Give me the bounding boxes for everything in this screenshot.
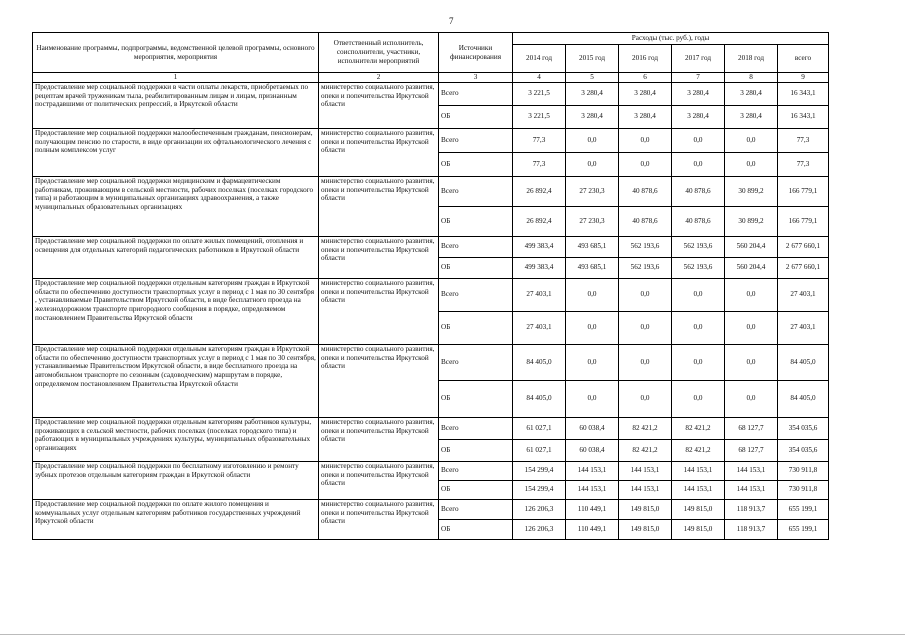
- value-cell: 118 913,7: [725, 499, 778, 519]
- value-total: 84 405,0: [778, 380, 829, 417]
- column-index: 1: [33, 73, 319, 83]
- value-total: 77,3: [778, 128, 829, 152]
- funding-source: ОБ: [439, 480, 513, 499]
- funding-source: Всего: [439, 236, 513, 257]
- value-cell: 0,0: [566, 152, 619, 176]
- funding-source: ОБ: [439, 206, 513, 236]
- executor: министерство социального развития, опеки и попечительства Иркутской области: [319, 236, 439, 278]
- executor: министерство социального развития, опеки и попечительства Иркутской области: [319, 461, 439, 499]
- executor: министерство социального развития, опеки и попечительства Иркутской области: [319, 344, 439, 417]
- funding-source: ОБ: [439, 380, 513, 417]
- value-cell: 3 280,4: [619, 82, 672, 105]
- value-cell: 0,0: [566, 278, 619, 311]
- funding-source: Всего: [439, 344, 513, 380]
- value-cell: 60 038,4: [566, 439, 619, 461]
- value-cell: 0,0: [672, 278, 725, 311]
- value-cell: 0,0: [566, 128, 619, 152]
- value-total: 730 911,8: [778, 480, 829, 499]
- value-total: 655 199,1: [778, 519, 829, 539]
- value-cell: 68 127,7: [725, 417, 778, 439]
- value-cell: 144 153,1: [566, 461, 619, 480]
- value-cell: 68 127,7: [725, 439, 778, 461]
- value-cell: 40 878,6: [619, 206, 672, 236]
- value-cell: 60 038,4: [566, 417, 619, 439]
- executor: министерство социального развития, опеки и попечительства Иркутской области: [319, 176, 439, 236]
- executor: министерство социального развития, опеки и попечительства Иркутской области: [319, 278, 439, 344]
- funding-source: ОБ: [439, 439, 513, 461]
- value-cell: 0,0: [619, 128, 672, 152]
- value-total: 354 035,6: [778, 417, 829, 439]
- value-cell: 3 280,4: [566, 82, 619, 105]
- value-cell: 0,0: [725, 278, 778, 311]
- value-cell: 3 280,4: [672, 105, 725, 128]
- funding-source: Всего: [439, 461, 513, 480]
- value-cell: 0,0: [725, 380, 778, 417]
- funding-source: Всего: [439, 176, 513, 206]
- value-cell: 0,0: [619, 380, 672, 417]
- header-source: Источники финансирования: [439, 33, 513, 73]
- column-index: 7: [672, 73, 725, 83]
- value-cell: 77,3: [513, 128, 566, 152]
- value-cell: 61 027,1: [513, 417, 566, 439]
- table-body: [33, 82, 829, 539]
- value-cell: 3 280,4: [725, 105, 778, 128]
- executor: министерство социального развития, опеки и попечительства Иркутской области: [319, 128, 439, 176]
- value-total: 354 035,6: [778, 439, 829, 461]
- value-cell: 3 280,4: [672, 82, 725, 105]
- value-cell: 30 899,2: [725, 176, 778, 206]
- header-year: 2018 год: [725, 45, 778, 73]
- executor: министерство социального развития, опеки и попечительства Иркутской области: [319, 82, 439, 128]
- value-cell: 0,0: [619, 152, 672, 176]
- value-cell: 493 685,1: [566, 257, 619, 278]
- value-total: 2 677 660,1: [778, 257, 829, 278]
- value-cell: 40 878,6: [672, 206, 725, 236]
- table-row: [33, 417, 829, 439]
- value-cell: 499 383,4: [513, 236, 566, 257]
- funding-source: ОБ: [439, 519, 513, 539]
- value-cell: 562 193,6: [672, 236, 725, 257]
- activity-name: Предоставление мер социальной поддержки отдельным категориям граждан в Иркутской области по обеспечению доступности транспортных услуг в период с 1 мая по 30 сентября, устанавливаемые Правительством Иркутской области, в виде бесплатного проезда на автомобильном транспорте по сезонным (садоводческим) маршрутам в порядке, определяемом постановлением Правительства Иркутской области: [33, 344, 319, 417]
- value-cell: 27 230,3: [566, 176, 619, 206]
- column-index: 6: [619, 73, 672, 83]
- value-cell: 144 153,1: [672, 461, 725, 480]
- value-cell: 3 221,5: [513, 82, 566, 105]
- scan-edge-line: [0, 634, 905, 635]
- value-cell: 82 421,2: [619, 417, 672, 439]
- expenses-table: [32, 32, 829, 540]
- funding-source: Всего: [439, 128, 513, 152]
- column-index: 3: [439, 73, 513, 83]
- value-cell: 110 449,1: [566, 499, 619, 519]
- funding-source: ОБ: [439, 105, 513, 128]
- value-cell: 3 280,4: [725, 82, 778, 105]
- page-number: 7: [449, 16, 454, 26]
- value-total: 27 403,1: [778, 311, 829, 344]
- value-total: 27 403,1: [778, 278, 829, 311]
- value-cell: 126 206,3: [513, 499, 566, 519]
- value-total: 16 343,1: [778, 105, 829, 128]
- value-cell: 154 299,4: [513, 480, 566, 499]
- funding-source: ОБ: [439, 257, 513, 278]
- table-row: [33, 278, 829, 311]
- value-cell: 0,0: [672, 344, 725, 380]
- value-cell: 26 892,4: [513, 176, 566, 206]
- value-cell: 562 193,6: [619, 257, 672, 278]
- value-cell: 562 193,6: [619, 236, 672, 257]
- value-total: 84 405,0: [778, 344, 829, 380]
- activity-name: Предоставление мер социальной поддержки отдельным категориям граждан в Иркутской области по обеспечению доступности транспортных услуг в период с 1 мая по 30 сентября , устанавливаемые Правительством Иркутской области, в виде бесплатного проезда на железнодорожном транспорте пригородного сообщения в порядке, определяемом постановлением Правительства Иркутской области: [33, 278, 319, 344]
- value-cell: 110 449,1: [566, 519, 619, 539]
- value-cell: 0,0: [672, 380, 725, 417]
- value-cell: 0,0: [566, 380, 619, 417]
- value-cell: 0,0: [672, 128, 725, 152]
- value-cell: 154 299,4: [513, 461, 566, 480]
- value-cell: 84 405,0: [513, 344, 566, 380]
- header-year: 2014 год: [513, 45, 566, 73]
- value-cell: 0,0: [566, 344, 619, 380]
- value-cell: 82 421,2: [619, 439, 672, 461]
- value-cell: 0,0: [566, 311, 619, 344]
- table-row: [33, 82, 829, 105]
- header-year: 2017 год: [672, 45, 725, 73]
- value-cell: 144 153,1: [725, 480, 778, 499]
- value-cell: 40 878,6: [619, 176, 672, 206]
- value-cell: 499 383,4: [513, 257, 566, 278]
- activity-name: Предоставление мер социальной поддержки в части оплаты лекарств, приобретаемых по рецептам врачей труженикам тыла, реабилитированным лицам и лицам, признанным пострадавшими от политических репрессий, в Иркутской области: [33, 82, 319, 128]
- value-cell: 144 153,1: [619, 461, 672, 480]
- value-cell: 149 815,0: [619, 499, 672, 519]
- table-row: [33, 236, 829, 257]
- funding-source: ОБ: [439, 311, 513, 344]
- executor: министерство социального развития, опеки и попечительства Иркутской области: [319, 499, 439, 539]
- value-cell: 3 280,4: [566, 105, 619, 128]
- value-cell: 560 204,4: [725, 257, 778, 278]
- value-cell: 560 204,4: [725, 236, 778, 257]
- funding-source: ОБ: [439, 152, 513, 176]
- value-cell: 0,0: [725, 128, 778, 152]
- table-row: [33, 176, 829, 206]
- value-cell: 0,0: [619, 311, 672, 344]
- table-row: [33, 128, 829, 152]
- value-cell: 149 815,0: [672, 519, 725, 539]
- value-cell: 118 913,7: [725, 519, 778, 539]
- column-index: 2: [319, 73, 439, 83]
- value-cell: 82 421,2: [672, 439, 725, 461]
- value-total: 16 343,1: [778, 82, 829, 105]
- value-cell: 3 221,5: [513, 105, 566, 128]
- value-cell: 30 899,2: [725, 206, 778, 236]
- value-cell: 27 403,1: [513, 311, 566, 344]
- value-cell: 144 153,1: [566, 480, 619, 499]
- value-total: 2 677 660,1: [778, 236, 829, 257]
- activity-name: Предоставление мер социальной поддержки по бесплатному изготовлению и ремонту зубных протезов отдельным категориям граждан в Иркутской области: [33, 461, 319, 499]
- funding-source: Всего: [439, 278, 513, 311]
- value-cell: 77,3: [513, 152, 566, 176]
- value-cell: 0,0: [725, 311, 778, 344]
- header-year: 2016 год: [619, 45, 672, 73]
- value-cell: 3 280,4: [619, 105, 672, 128]
- activity-name: Предоставление мер социальной поддержки медицинским и фармацевтическим работникам, проживающим в сельской местности, рабочих поселках (поселках городского типа) и работающим в муниципальных организациях здравоохранения, а также муниципальных образовательных организациях: [33, 176, 319, 236]
- header-expenses: Расходы (тыс. руб.), годы: [513, 33, 829, 45]
- value-cell: 0,0: [672, 152, 725, 176]
- activity-name: Предоставление мер социальной поддержки отдельным категориям работников культуры, проживающих в сельской местности, рабочих поселках (поселках городского типа) и работающих в муниципальных учреждениях культуры, муниципальных образовательных организациях: [33, 417, 319, 461]
- value-cell: 82 421,2: [672, 417, 725, 439]
- value-cell: 144 153,1: [619, 480, 672, 499]
- value-total: 166 779,1: [778, 206, 829, 236]
- value-cell: 562 193,6: [672, 257, 725, 278]
- value-cell: 493 685,1: [566, 236, 619, 257]
- column-index: 5: [566, 73, 619, 83]
- value-total: 166 779,1: [778, 176, 829, 206]
- header-year: 2015 год: [566, 45, 619, 73]
- value-cell: 149 815,0: [619, 519, 672, 539]
- table-row: [33, 499, 829, 519]
- table-row: [33, 461, 829, 480]
- value-cell: 144 153,1: [672, 480, 725, 499]
- funding-source: Всего: [439, 499, 513, 519]
- value-cell: 26 892,4: [513, 206, 566, 236]
- value-cell: 0,0: [725, 152, 778, 176]
- value-total: 77,3: [778, 152, 829, 176]
- value-cell: 27 230,3: [566, 206, 619, 236]
- value-cell: 27 403,1: [513, 278, 566, 311]
- header-total: всего: [778, 45, 829, 73]
- activity-name: Предоставление мер социальной поддержки по оплате жилых помещений, отопления и освещения для отдельных категорий педагогических работников в Иркутской области: [33, 236, 319, 278]
- value-cell: 149 815,0: [672, 499, 725, 519]
- header-name: Наименование программы, подпрограммы, ведомственной целевой программы, основного мероприятия, мероприятия: [33, 33, 319, 73]
- executor: министерство социального развития, опеки и попечительства Иркутской области: [319, 417, 439, 461]
- value-cell: 0,0: [725, 344, 778, 380]
- value-cell: 144 153,1: [725, 461, 778, 480]
- funding-source: Всего: [439, 82, 513, 105]
- activity-name: Предоставление мер социальной поддержки малообеспеченным гражданам, пенсионерам, получающим пенсию по старости, в виде организации их офтальмологического лечения с полным комплексом услуг: [33, 128, 319, 176]
- funding-source: Всего: [439, 417, 513, 439]
- column-index: 8: [725, 73, 778, 83]
- value-cell: 0,0: [619, 278, 672, 311]
- column-index: 4: [513, 73, 566, 83]
- value-total: 730 911,8: [778, 461, 829, 480]
- table-row: [33, 344, 829, 380]
- value-cell: 126 206,3: [513, 519, 566, 539]
- header-executor: Ответственный исполнитель, соисполнители, участники, исполнители мероприятий: [319, 33, 439, 73]
- value-cell: 0,0: [672, 311, 725, 344]
- value-cell: 61 027,1: [513, 439, 566, 461]
- value-cell: 0,0: [619, 344, 672, 380]
- value-cell: 84 405,0: [513, 380, 566, 417]
- value-cell: 40 878,6: [672, 176, 725, 206]
- value-total: 655 199,1: [778, 499, 829, 519]
- activity-name: Предоставление мер социальной поддержки по оплате жилого помещения и коммунальных услуг отдельным категориям работников государственных учреждений Иркутской области: [33, 499, 319, 539]
- column-index: 9: [778, 73, 829, 83]
